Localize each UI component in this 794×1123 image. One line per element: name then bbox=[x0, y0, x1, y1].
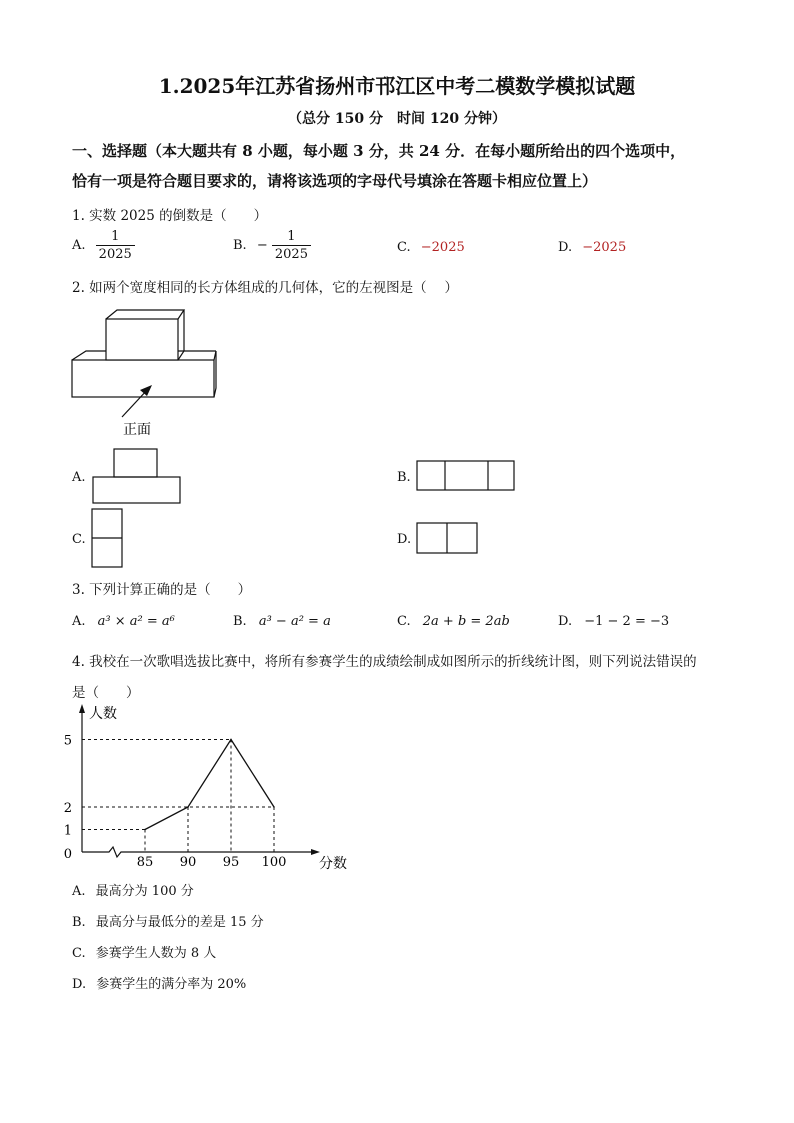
q3-option-b bbox=[233, 614, 331, 629]
front-arrow-head bbox=[140, 385, 152, 396]
q2-option-a-label: A. bbox=[72, 470, 86, 485]
q3-option-b-label: B. bbox=[233, 614, 247, 629]
q2-option-c-label: C. bbox=[72, 532, 86, 547]
q1-option-c-value: −2025 bbox=[420, 240, 465, 255]
series-line bbox=[145, 740, 274, 830]
top-box-front bbox=[106, 319, 178, 360]
q1-option-c-label: C. bbox=[397, 240, 411, 255]
q1-option-b-denominator: 2025 bbox=[274, 247, 308, 262]
q3-option-a-label: A. bbox=[72, 614, 86, 629]
q4-option-a-label: A. bbox=[72, 884, 86, 899]
q4-option-c-text: 参赛学生人数为 8 人 bbox=[95, 946, 217, 961]
q1-option-a-denominator: 2025 bbox=[98, 247, 132, 262]
q1-option-b bbox=[233, 228, 311, 263]
q2-option-a-figure bbox=[92, 448, 184, 506]
q1-option-d-value: −2025 bbox=[582, 240, 627, 255]
exam-title: 1.2025年江苏省扬州市邗江区中考二模数学模拟试题 bbox=[158, 74, 636, 98]
q3-stem: 3. 下列计算正确的是（ ） bbox=[72, 582, 252, 598]
q1-option-a-numerator: 1 bbox=[96, 228, 135, 246]
data-point bbox=[187, 806, 189, 808]
q3-option-c-label: C. bbox=[397, 614, 411, 629]
y-axis-arrow bbox=[79, 704, 85, 713]
q2-option-b-figure bbox=[416, 460, 516, 492]
q3-option-d-label: D. bbox=[558, 614, 573, 629]
q3-option-c bbox=[397, 614, 510, 629]
q3-option-c-expr: 2a + b = 2ab bbox=[422, 614, 510, 629]
x-tick-label: 100 bbox=[261, 855, 287, 870]
q4-option-b bbox=[72, 911, 264, 930]
q4-option-c-label: C. bbox=[72, 946, 86, 961]
x-tick-label: 90 bbox=[179, 855, 197, 870]
q3-option-a bbox=[72, 614, 175, 629]
exam-subtitle: （总分 150 分 时间 120 分钟） bbox=[288, 111, 506, 127]
data-point bbox=[230, 739, 232, 741]
q4-option-d-text: 参赛学生的满分率为 20% bbox=[96, 977, 247, 992]
q1-option-d-label: D. bbox=[558, 240, 573, 255]
data-point bbox=[273, 806, 275, 808]
q4-option-b-label: B. bbox=[72, 915, 86, 930]
section-heading-line1: 一、选择题（本大题共有 8 小题，每小题 3 分，共 24 分．在每小题所给出的四个选项中， bbox=[72, 142, 686, 160]
q3-option-d bbox=[558, 614, 669, 629]
q1-option-b-fraction bbox=[272, 228, 311, 263]
q1-option-d bbox=[558, 240, 626, 255]
section-heading-line2: 恰有一项是符合题目要求的，请将该选项的字母代号填涂在答题卡相应位置上） bbox=[72, 172, 598, 190]
data-point bbox=[144, 829, 146, 831]
x-axis-title: 分数 bbox=[319, 856, 347, 872]
y-tick-label: 1 bbox=[63, 823, 72, 839]
q2-option-b-label: B. bbox=[397, 470, 411, 485]
y-tick-label: 0 bbox=[63, 847, 72, 862]
q1-option-b-label: B. bbox=[233, 238, 247, 253]
q4-option-d bbox=[72, 973, 246, 992]
q4-option-d-label: D. bbox=[72, 977, 87, 992]
q2-option-d-label: D. bbox=[397, 532, 412, 547]
q4-option-b-text: 最高分与最低分的差是 15 分 bbox=[95, 915, 264, 930]
q1-option-a bbox=[72, 228, 135, 263]
q1-option-a-label: A. bbox=[72, 238, 86, 253]
q2-option-d-figure bbox=[416, 522, 480, 555]
y-tick-label: 2 bbox=[63, 801, 72, 816]
q1-option-a-fraction bbox=[96, 228, 135, 263]
q1-option-b-numerator: 1 bbox=[272, 228, 311, 246]
front-label: 正面 bbox=[123, 422, 151, 438]
x-tick-label: 95 bbox=[222, 855, 240, 870]
q4-option-a bbox=[72, 880, 194, 899]
y-axis-title: 人数 bbox=[89, 706, 117, 722]
q4-option-a-text: 最高分为 100 分 bbox=[95, 884, 194, 899]
q4-stem-line1: 4. 我校在一次歌唱选拔比赛中，将所有参赛学生的成绩绘制成如图所示的折线统计图，则下列说法错误的 bbox=[72, 654, 697, 670]
q4-stem-line2: 是（ ） bbox=[72, 685, 140, 701]
q4-option-c bbox=[72, 942, 216, 961]
q2-stem: 2. 如两个宽度相同的长方体组成的几何体，它的左视图是（ ） bbox=[72, 280, 458, 296]
q1-option-c bbox=[397, 240, 465, 255]
q2-solid-figure bbox=[60, 300, 240, 445]
q3-option-b-expr: a³ − a² = a bbox=[258, 614, 331, 629]
x-tick-label: 85 bbox=[136, 855, 154, 870]
top-box-top bbox=[106, 310, 184, 319]
q1-option-b-sign: − bbox=[256, 238, 268, 253]
x-axis-arrow bbox=[311, 849, 320, 855]
q2-option-c-figure bbox=[91, 508, 125, 570]
y-tick-label: 5 bbox=[63, 733, 72, 749]
q3-option-a-expr: a³ × a² = a⁶ bbox=[97, 614, 175, 629]
q4-line-chart bbox=[60, 700, 360, 875]
q3-option-d-expr: −1 − 2 = −3 bbox=[584, 614, 670, 629]
q1-stem: 1. 实数 2025 的倒数是（ ） bbox=[72, 208, 268, 224]
